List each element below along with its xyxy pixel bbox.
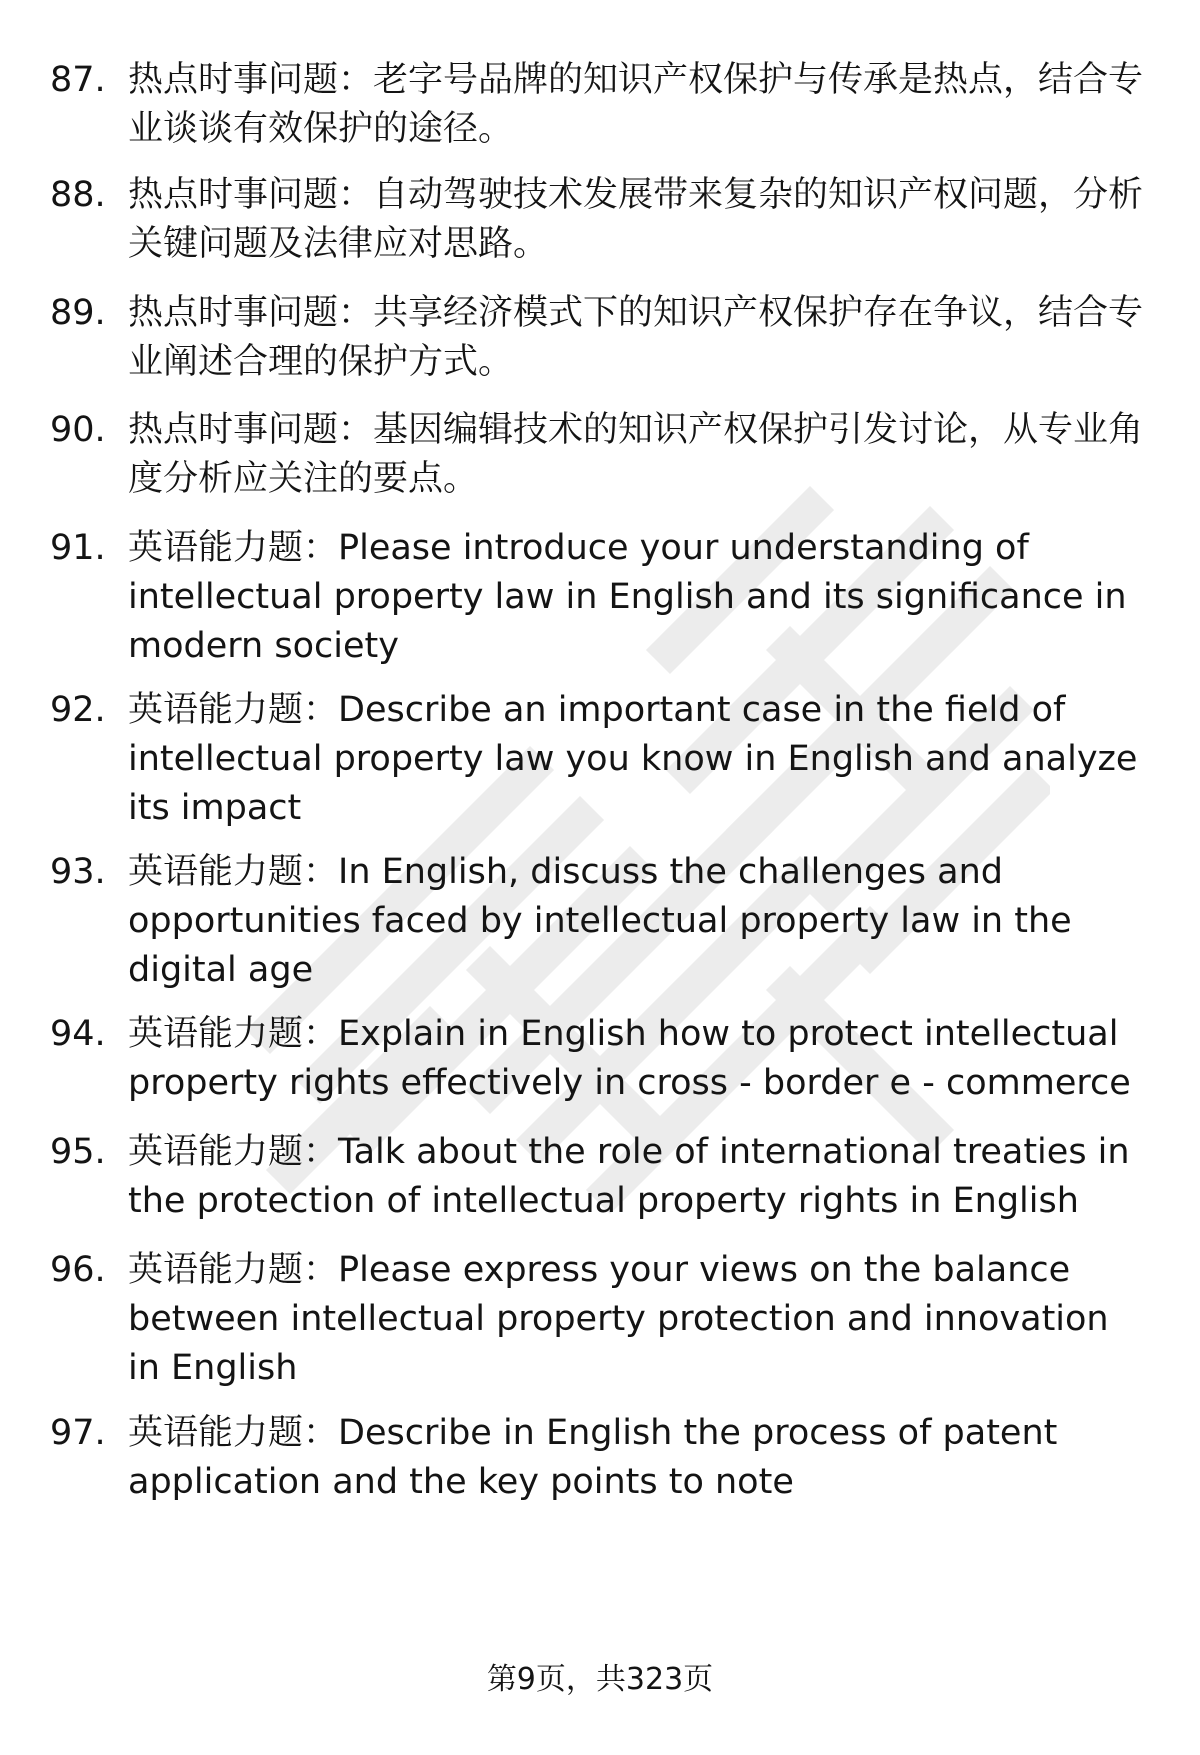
- question-number: 87.: [50, 60, 106, 100]
- question-text: 热点时事问题：基因编辑技术的知识产权保护引发讨论，从专业角度分析应关注的要点。: [128, 410, 1144, 499]
- question-number: 90.: [50, 410, 106, 450]
- question-number: 89.: [50, 293, 106, 333]
- question-text: 热点时事问题：老字号品牌的知识产权保护与传承是热点，结合专业谈谈有效保护的途径。: [128, 60, 1144, 149]
- question-number: 95.: [50, 1132, 106, 1172]
- page-footer: [0, 1660, 1200, 1700]
- question-number: 97.: [50, 1413, 106, 1453]
- question-text: 英语能力题：In English, discuss the challenges and opportunities faced by intellectual property law in the digital age: [128, 852, 1072, 990]
- question-number: 91.: [50, 528, 106, 568]
- question-number: 93.: [50, 852, 106, 892]
- question-number: 96.: [50, 1250, 106, 1290]
- question-text: 英语能力题：Describe in English the process of patent application and the key points to note: [128, 1413, 1058, 1502]
- question-text: 英语能力题：Please express your views on the balance between intellectual property protection and innovation in English: [128, 1250, 1109, 1388]
- question-text: 英语能力题：Talk about the role of international treaties in the protection of intellectual property rights in English: [128, 1132, 1130, 1221]
- question-number: 88.: [50, 175, 106, 215]
- question-number: 92.: [50, 690, 106, 730]
- question-number: 94.: [50, 1014, 106, 1054]
- question-text: 英语能力题：Explain in English how to protect intellectual property rights effectively in cross - border e - commerce: [128, 1014, 1131, 1103]
- page-number-label: 第9页，共323页: [486, 1662, 714, 1697]
- question-text: 热点时事问题：共享经济模式下的知识产权保护存在争议，结合专业阐述合理的保护方式。: [128, 293, 1144, 382]
- question-text: 英语能力题：Please introduce your understanding of intellectual property law in English and its significance in modern society: [128, 528, 1127, 666]
- question-text: 热点时事问题：自动驾驶技术发展带来复杂的知识产权问题，分析关键问题及法律应对思路。: [128, 175, 1144, 264]
- question-text: 英语能力题：Describe an important case in the field of intellectual property law you know in English and analyze its impact: [128, 690, 1138, 828]
